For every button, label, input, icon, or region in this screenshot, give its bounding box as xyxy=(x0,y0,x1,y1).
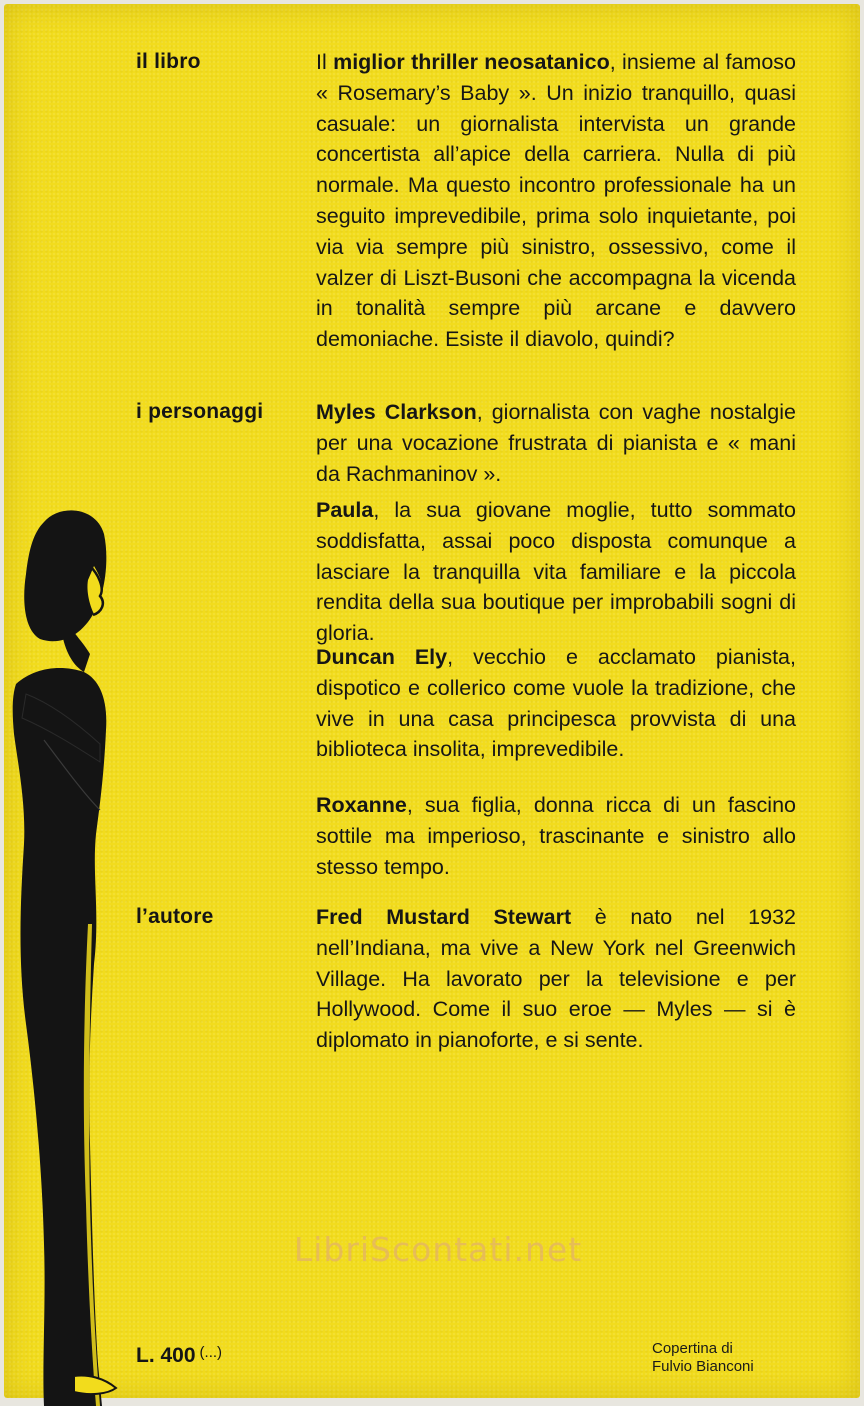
character-name: Myles Clarkson xyxy=(316,400,477,424)
character-text: , vecchio e acclamato pianista, dispotico e collerico come vuole la tradizione, che vive in una casa principesca provvista di una biblioteca insolita, imprevedibile. xyxy=(316,645,796,762)
character-entry xyxy=(316,397,796,489)
woman-figure-illustration xyxy=(4,504,144,1406)
character-entry xyxy=(316,790,796,882)
author-text: è nato nel 1932 nell’Indiana, ma vive a New York nel Greenwich Village. Ha lavorato per la televisione e per Hollywood. Come il suo eroe — Myles — si è diplomato in pianoforte, e si sente. xyxy=(316,905,796,1053)
character-name: Roxanne xyxy=(316,793,407,817)
book-lead: Il xyxy=(316,50,334,74)
label-l-autore: l’autore xyxy=(136,905,214,928)
character-name: Paula xyxy=(316,498,374,522)
price-suffix: (...) xyxy=(199,1344,223,1361)
label-i-personaggi: i personaggi xyxy=(136,400,264,423)
price-value: L. 400 xyxy=(136,1344,196,1367)
cover-credit xyxy=(652,1340,754,1376)
book-description xyxy=(316,47,796,355)
author-bio xyxy=(316,902,796,1056)
label-il-libro: il libro xyxy=(136,50,201,73)
character-text: , sua figlia, donna ricca di un fascino sottile ma imperioso, trascinante e sinistro allo stesso tempo. xyxy=(316,793,796,879)
price-label xyxy=(136,1344,222,1368)
book-highlight: miglior thriller neosatanico xyxy=(333,50,610,74)
author-name: Fred Mustard Stewart xyxy=(316,905,572,929)
watermark-text: LibriScontati.net xyxy=(293,1230,583,1269)
character-entry xyxy=(316,642,796,765)
book-text: , insieme al famoso « Rosemary’s Baby ». Un inizio tranquillo, quasi casuale: un giornalista intervista un grande concertista all’apice della carriera. Nulla di più normale. Ma questo incontro professionale ha un seguito imprevedibile, prima solo inquietante, poi via via sempre più sinistro, ossessivo, come il valzer di Liszt-Busoni che accompagna la vicenda in tonalità sempre più arcane e davvero demoniache. Esiste il diavolo, quindi? xyxy=(316,50,796,352)
back-cover xyxy=(4,4,860,1398)
credit-line-1: Copertina di xyxy=(652,1340,733,1357)
character-text: , giornalista con vaghe nostalgie per una vocazione frustrata di pianista e « mani da Rachmaninov ». xyxy=(316,400,796,486)
character-entry xyxy=(316,495,796,649)
character-text: , la sua giovane moglie, tutto sommato soddisfatta, assai poco disposta comunque a lasciare la tranquilla vita familiare e la piccola rendita della sua boutique per improbabili sogni di gloria. xyxy=(316,498,796,646)
credit-line-2: Fulvio Bianconi xyxy=(652,1358,754,1375)
character-name: Duncan Ely xyxy=(316,645,448,669)
